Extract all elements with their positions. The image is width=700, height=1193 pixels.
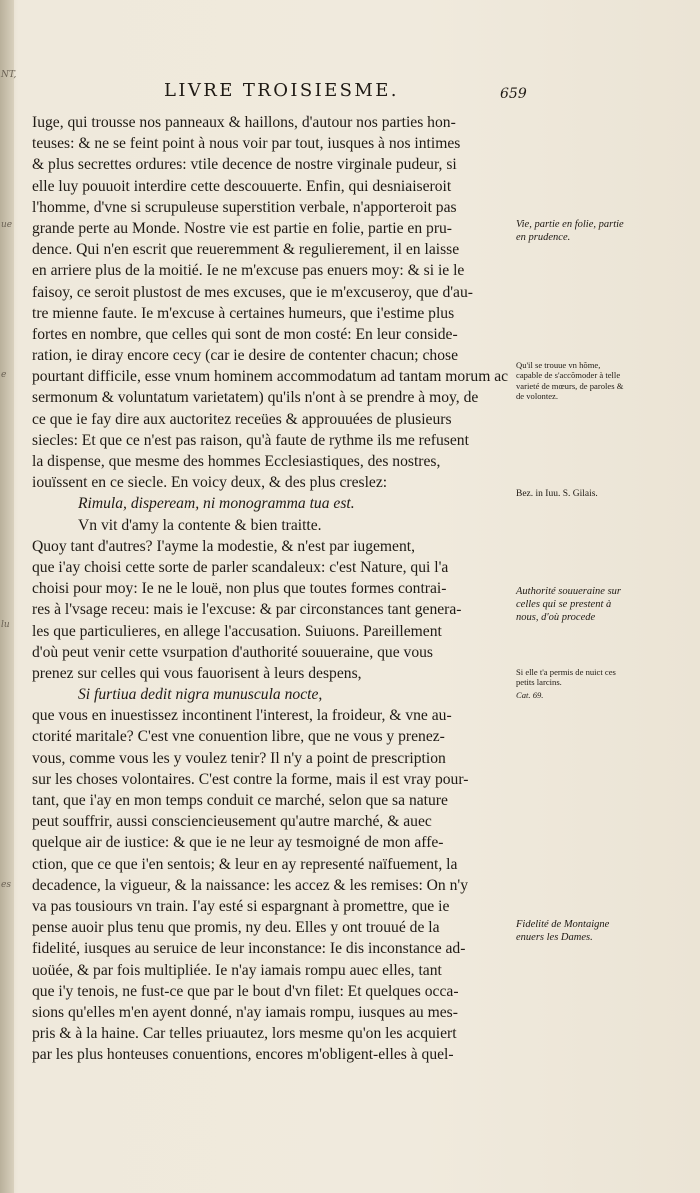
text-line: & plus secrettes ordures: vtile decence de nostre virginale pudeur, si bbox=[32, 156, 457, 174]
text-line: prenez sur celles qui vous fauorisent à leurs despens, bbox=[32, 664, 362, 682]
text-line: va pas tousiours vn train. I'ay esté si espargnant à promettre, que ie bbox=[32, 897, 450, 915]
margin-note: Authorité souueraine sur celles qui se prestent à nous, d'où procede bbox=[516, 586, 621, 623]
text-line: en arriere plus de la moitié. Ie ne m'excuse pas enuers moy: & si ie le bbox=[32, 262, 465, 280]
margin-note: Qu'il se trouue vn hõme, capable de s'accõmoder à telle varieté de mœurs, de paroles & de volontez. bbox=[516, 360, 624, 402]
text-line: que i'ay choisi cette sorte de parler scandaleux: c'est Nature, qui l'a bbox=[32, 558, 449, 576]
text-line: siecles: Et que ce n'est pas raison, qu'à faute de rythme ils me refusent bbox=[32, 431, 469, 449]
quote-line: Si furtiua dedit nigra munuscula nocte, bbox=[78, 686, 323, 704]
text-line: dence. Qui n'en escrit que reueremment & regulierement, il en laisse bbox=[32, 241, 460, 259]
body-text bbox=[32, 112, 520, 1065]
text-line: l'homme, d'vne si scrupuleuse superstition verbale, n'apporteroit pas bbox=[32, 198, 457, 216]
text-line: pense auoir plus tenu que promis, ny deu. Elles y ont trouué de la bbox=[32, 919, 440, 937]
text-line: choisi pour moy: Ie ne le louë, non plus que toutes formes contrai- bbox=[32, 580, 447, 598]
text-line: teuses: & ne se feint point à nous voir par tout, iusques à nos intimes bbox=[32, 135, 461, 153]
margin-note: Vie, partie en folie, partie en prudence. bbox=[516, 219, 624, 243]
margin-note: Si elle t'a permis de nuict ces petits larcins. bbox=[516, 667, 616, 688]
margin-note: Bez. in Iuu. S. Gilais. bbox=[516, 489, 598, 499]
gutter-fragment: ue bbox=[1, 220, 13, 230]
page-number: 659 bbox=[500, 86, 527, 102]
gutter-fragment: e bbox=[1, 370, 7, 380]
text-line: elle luy pouuoit interdire cette descouuerte. Enfin, qui desniaiseroit bbox=[32, 177, 452, 195]
text-line: faisoy, ce seroit plustost de mes excuses, que ie m'excuseroy, que d'au- bbox=[32, 283, 473, 301]
text-line: pourtant difficile, esse vnum hominem accommodatum ad tantam morum ac bbox=[32, 368, 509, 386]
text-line: par les plus honteuses conuentions, encores m'obligent-elles à quel- bbox=[32, 1046, 454, 1064]
text-line: tant, que i'ay en mon temps conduit ce marché, selon que sa nature bbox=[32, 792, 448, 809]
text-line: sur les choses volontaires. C'est contre la forme, mais il est vray pour- bbox=[32, 770, 469, 788]
text-line: sions qu'elles m'en ayent donné, n'ay iamais rompu, iusques au mes- bbox=[32, 1003, 458, 1021]
text-line: les que particulieres, en allege l'accusation. Suiuons. Pareillement bbox=[32, 622, 442, 640]
text-line: pris & à la haine. Car telles priuautez, lors mesme qu'on les acquiert bbox=[32, 1025, 457, 1043]
text-line: tre mienne faute. Ie m'excuse à certaines humeurs, que i'estime plus bbox=[32, 304, 455, 322]
gutter-fragment: lu bbox=[1, 620, 10, 630]
text-line: decadence, la vigueur, & la naissance: les accez & les remises: On n'y bbox=[32, 876, 469, 894]
text-line: fidelité, iusques au seruice de leur inconstance: Ie dis inconstance ad- bbox=[32, 940, 466, 958]
gutter-fold bbox=[0, 0, 17, 1193]
text-line: ration, ie diray encore cecy (car ie desire de contenter chacun; chose bbox=[32, 347, 458, 365]
text-line: Iuge, qui trousse nos panneaux & haillons, d'autour nos parties hon- bbox=[32, 114, 456, 131]
text-line: Quoy tant d'autres? I'ayme la modestie, & n'est par iugement, bbox=[32, 537, 415, 555]
text-line: res à l'vsage receu: mais ie l'excuse: & par circonstances tant genera- bbox=[32, 601, 462, 619]
text-line: ctorité maritale? C'est vne conuention libre, que ne vous y prenez- bbox=[32, 728, 445, 746]
margin-note: Fidelité de Montaigne enuers les Dames. bbox=[516, 919, 610, 943]
margin-note: Cat. 69. bbox=[516, 690, 544, 700]
quote-line: Vn vit d'amy la contente & bien traitte. bbox=[78, 516, 322, 534]
text-line: quelque air de iustice: & que ie ne leur ay tesmoigné de mon affe- bbox=[32, 834, 444, 852]
text-line: ction, que ce que i'en sentois; & leur en ay representé naïfuement, la bbox=[32, 855, 458, 873]
text-line: grande perte au Monde. Nostre vie est partie en folie, partie en pru- bbox=[32, 219, 452, 237]
gutter-fragment: NT, bbox=[1, 70, 17, 80]
text-line: que i'y tenois, ne fust-ce que par le bout d'vn filet: Et quelques occa- bbox=[32, 982, 459, 1000]
text-line: iouïssent en ce siecle. En voicy deux, & des plus creslez: bbox=[32, 474, 388, 492]
text-line: la dispense, que mesme des hommes Ecclesiastiques, des nostres, bbox=[32, 453, 441, 470]
text-line: vous, comme vous les y voulez tenir? Il n'y a point de prescription bbox=[32, 749, 446, 767]
text-line: d'où peut venir cette vsurpation d'authorité souueraine, que vous bbox=[32, 643, 433, 661]
text-line: fortes en nombre, que celles qui sont de mon costé: En leur conside- bbox=[32, 325, 458, 343]
text-line: uoüée, & par fois multipliée. Ie n'ay iamais rompu auec elles, tant bbox=[32, 961, 442, 979]
text-line: peut souffrir, aussi consciencieusement qu'autre marché, & auec bbox=[32, 813, 432, 831]
running-title: LIVRE TROISIESME. bbox=[164, 80, 399, 101]
text-line: sermonum & voluntatum varietatem) qu'ils n'ont à se prendre à moy, de bbox=[32, 389, 479, 407]
gutter-fragment: es bbox=[1, 880, 11, 890]
quote-line: Rimula, dispeream, ni monogramma tua est. bbox=[78, 495, 355, 513]
text-line: ce que ie fay dire aux auctoritez receües & approuuées de plusieurs bbox=[32, 410, 452, 428]
text-line: que vous en inuestissez incontinent l'interest, la froideur, & vne au- bbox=[32, 707, 452, 725]
